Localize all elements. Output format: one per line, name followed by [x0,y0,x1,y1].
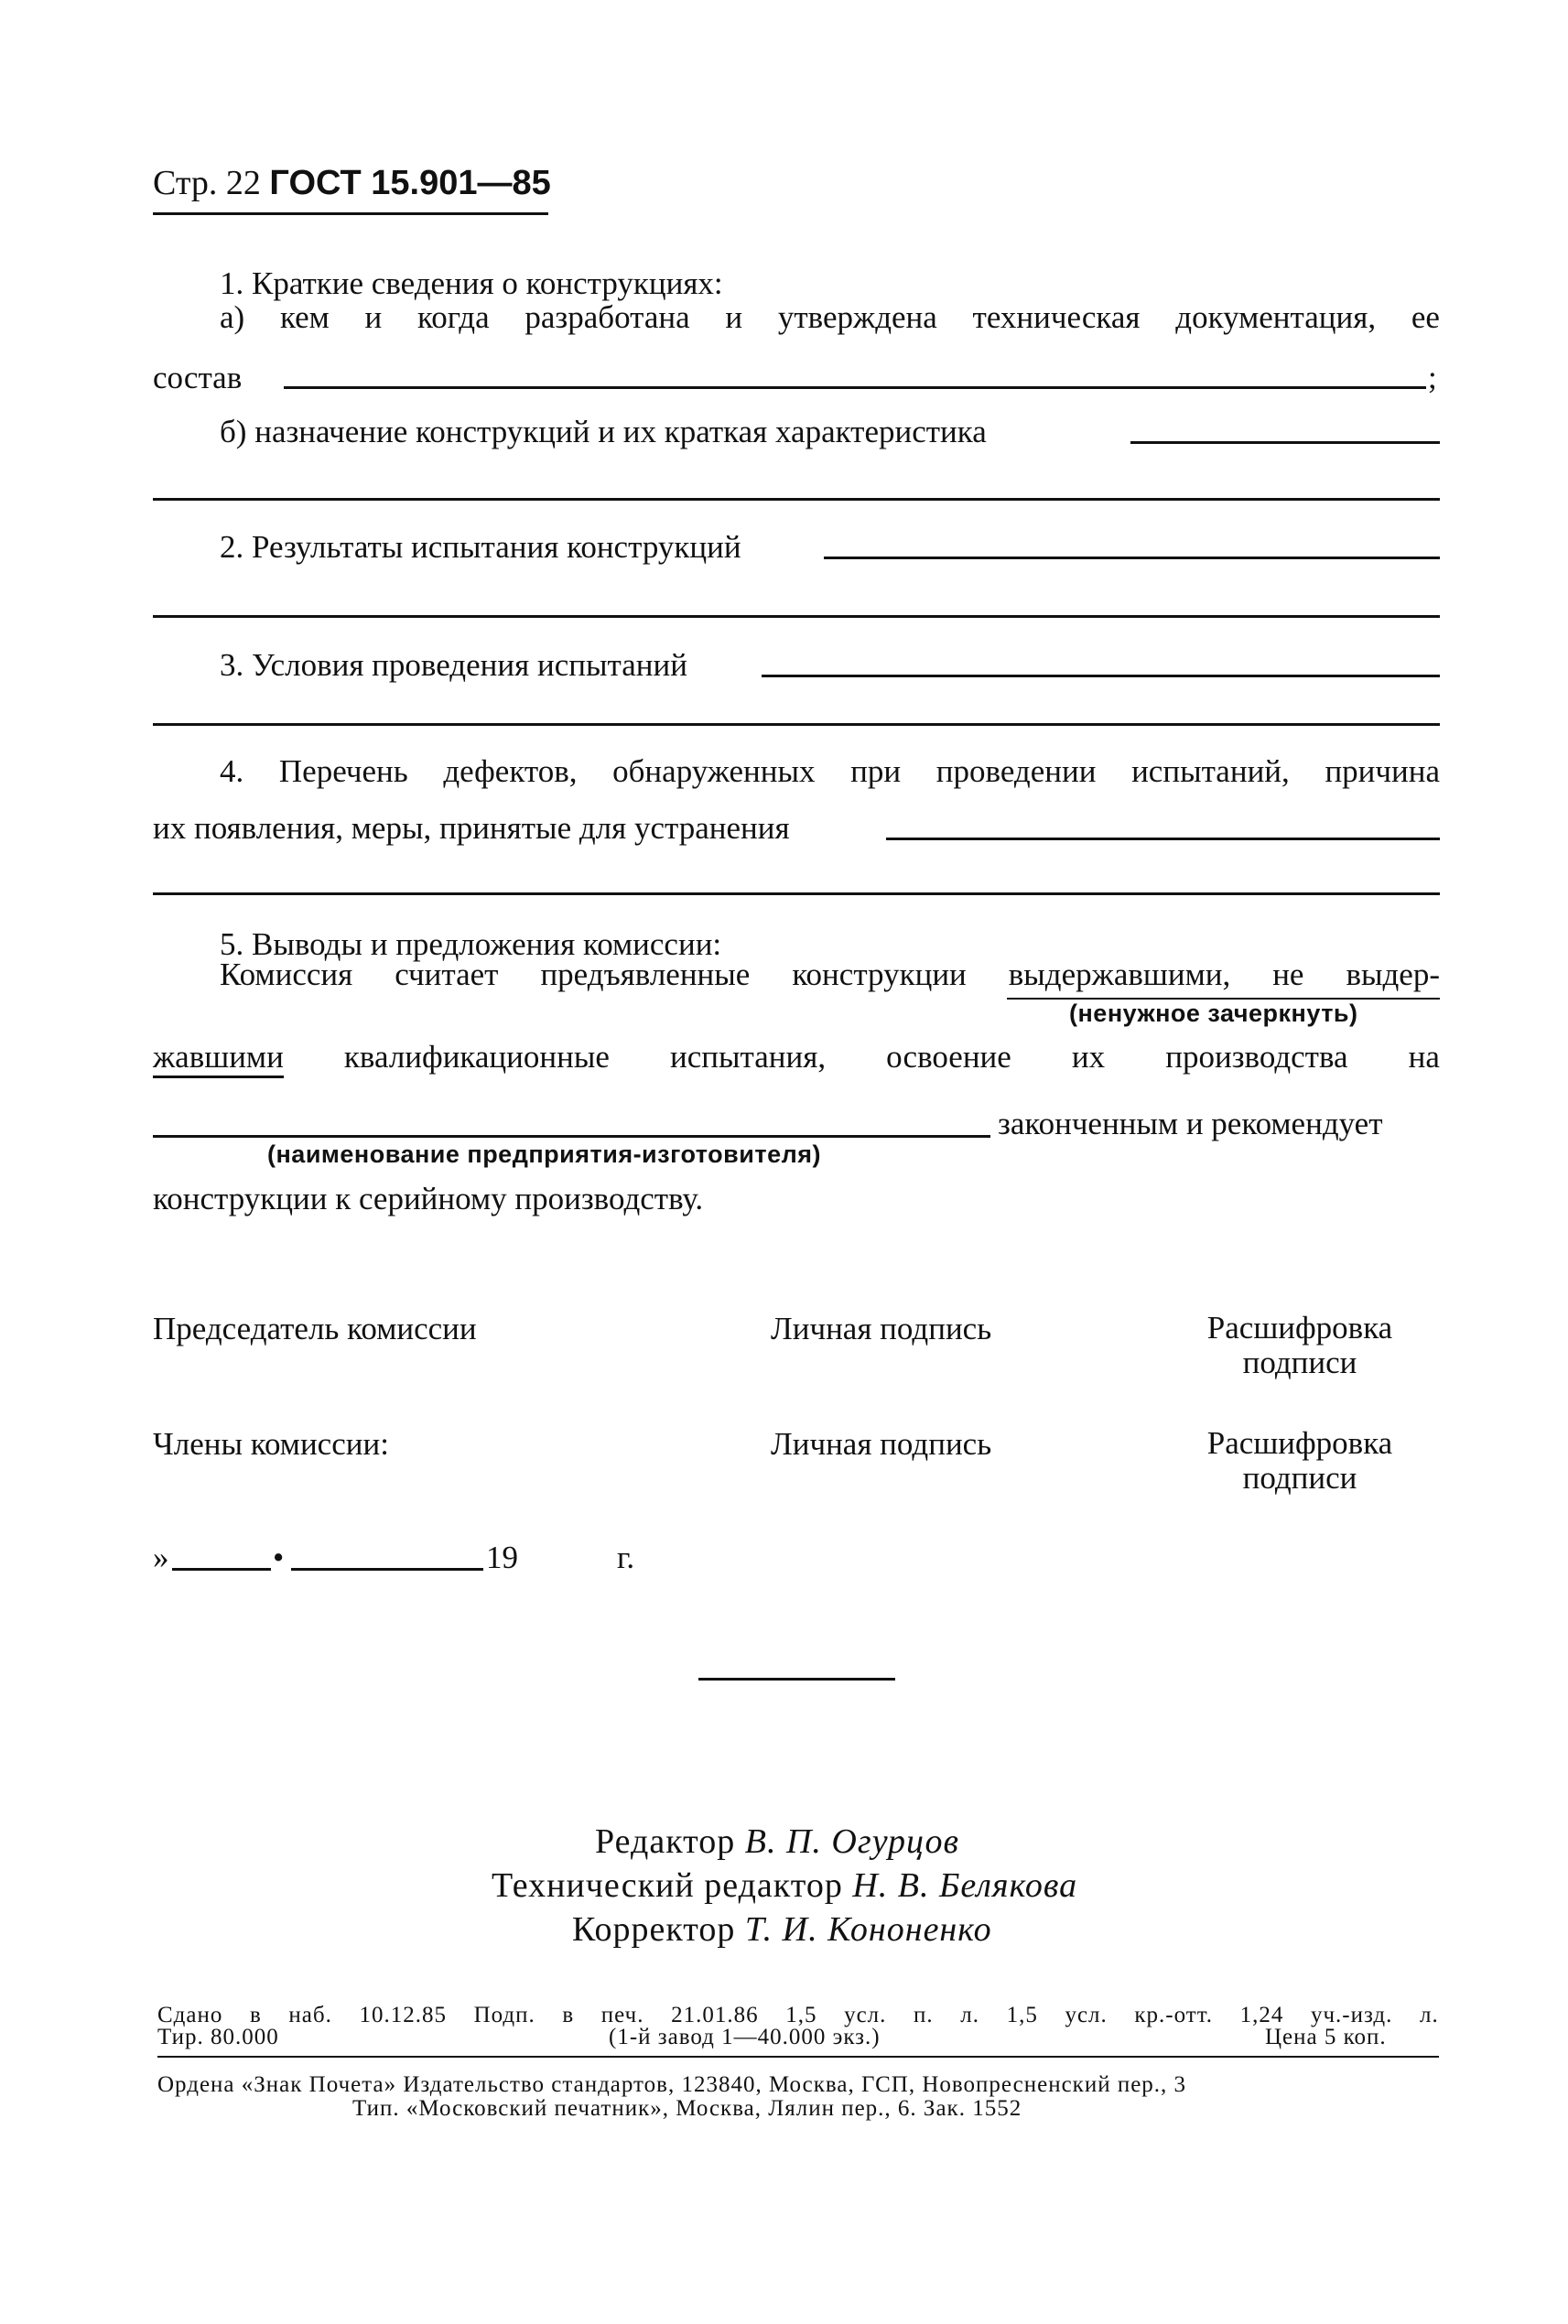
date-suffix: г. [617,1540,635,1575]
section4-word: причина [1325,753,1440,789]
date-year-blank[interactable] [526,1568,600,1571]
section5-word: не [1272,957,1304,992]
section4-word: Перечень [278,753,408,789]
section4-line1 [220,753,1440,790]
section5-title: 5. Выводы и предложения комиссии: [220,926,722,962]
section1-a-word: разработана [524,299,690,335]
imprint-word: наб. [288,2003,332,2027]
imprint-divider [157,2056,1439,2058]
imprint-printer: Тип. «Московский печатник», Москва, Лялин пер., 6. Зак. 1552 [352,2096,1022,2121]
section1-a-blank[interactable] [284,386,1426,389]
imprint-word: усл. [1065,2003,1108,2027]
section1-a-word: и [364,299,383,335]
section5-word: на [1408,1039,1440,1075]
editor-name: В. П. Огурцов [744,1822,960,1861]
section5-line1 [220,957,1440,993]
imprint-word: печ. [600,2003,644,2027]
section1-a-word: техническая [972,299,1141,335]
section1-title: 1. Краткие сведения о конструкциях: [220,265,723,301]
decode-line2: подписи [1242,1345,1357,1380]
imprint-word: 1,24 [1239,2003,1284,2027]
editor-label: Редактор [595,1822,736,1861]
imprint-print-run: Тир. 80.000 [157,2025,279,2049]
section4-blank[interactable] [886,838,1440,840]
date-open-quote: » [153,1540,169,1575]
section5-word: выдержавшими, [1008,957,1231,992]
editor-credit [595,1821,959,1862]
section5-word: квалификационные [343,1039,610,1075]
section1-a-line [220,299,1440,336]
imprint-word: Подп. [473,2003,535,2027]
section1-a-word: кем [279,299,330,335]
tech-editor-name: Н. В. Белякова [852,1866,1078,1905]
imprint-word: в [562,2003,575,2027]
section2-extra-blank[interactable] [153,615,1440,618]
imprint-publisher: Ордена «Знак Почета» Издательство стандартов, 123840, Москва, ГСП, Новопресненский пер., 3 [157,2072,1187,2097]
imprint-word: 1,5 [1006,2003,1038,2027]
section5-word: выдер- [1346,957,1440,992]
section1-a-continuation: состав [153,360,243,395]
date-year-prefix: 19 [486,1540,518,1575]
section5-word: считает [395,957,499,992]
section3-title: 3. Условия проведения испытаний [220,647,687,683]
section5-line2 [153,1039,1440,1078]
section1-a-word: и [725,299,743,335]
section1-a-word: ее [1411,299,1440,335]
tech-editor-label: Технический редактор [492,1866,843,1905]
imprint-word: Сдано [157,2003,223,2027]
imprint-word: уч.-изд. [1310,2003,1393,2027]
section4-word: дефектов, [443,753,578,789]
imprint-word: п. [914,2003,934,2027]
section1-a-word: когда [416,299,490,335]
section4-extra-blank[interactable] [153,892,1440,895]
chairman-label: Председатель комиссии [153,1311,477,1346]
imprint-word: л. [1420,2003,1439,2027]
section3-extra-blank[interactable] [153,723,1440,726]
section5-word: Комиссия [220,957,353,992]
chairman-decode-label [1195,1311,1405,1380]
imprint-word: усл. [844,2003,887,2027]
corrector-name: Т. И. Кононенко [744,1910,992,1949]
decode-line1: Расшифровка [1206,1310,1393,1346]
section5-word: производства [1165,1039,1348,1075]
section5-word: освоение [886,1039,1011,1075]
section1-b: б) назначение конструкций и их краткая характеристика [220,414,987,449]
section2-blank[interactable] [824,557,1440,559]
manufacturer-blank[interactable] [153,1135,990,1138]
section1-b-blank[interactable] [1130,441,1440,444]
date-day-blank[interactable] [172,1568,271,1571]
section5-note1: (ненужное зачеркнуть) [1069,1000,1358,1027]
section1-a-word: документация, [1175,299,1377,335]
section4-word: обнаруженных [612,753,816,789]
section5-word: их [1071,1039,1106,1075]
imprint-word: 1,5 [785,2003,817,2027]
section4-word: проведении [935,753,1097,789]
section5-line3-tail: законченным и рекомендует [998,1106,1383,1141]
section-divider [698,1678,895,1681]
section1-extra-blank[interactable] [153,498,1440,501]
decode-line1: Расшифровка [1206,1425,1393,1461]
chairman-signature-label: Личная подпись [771,1311,992,1346]
section5-word: предъявленные [540,957,751,992]
header-underline [153,212,548,215]
section4-word: 4. [220,753,244,789]
section4-word: испытаний, [1131,753,1290,789]
section3-blank[interactable] [762,675,1440,677]
section5-line4: конструкции к серийному производству. [153,1181,704,1216]
imprint-word: в [249,2003,262,2027]
members-signature-label: Личная подпись [771,1426,992,1462]
date-month-blank[interactable] [291,1568,483,1571]
members-decode-label [1195,1426,1405,1496]
date-close-quote: • [273,1540,285,1575]
section4-line2: их появления, меры, принятые для устранения [153,810,790,846]
decode-line2: подписи [1242,1460,1357,1496]
imprint-price: Цена 5 коп. [1265,2025,1387,2049]
section5-note2: (наименование предприятия-изготовителя) [267,1140,821,1168]
section5-word: испытания, [670,1039,827,1075]
section2-title: 2. Результаты испытания конструкций [220,529,741,565]
imprint-word: кр.-отт. [1134,2003,1214,2027]
page-header [153,163,551,203]
section1-a-word: а) [220,299,245,335]
corrector-credit [572,1909,992,1950]
imprint-word: 21.01.86 [671,2003,759,2027]
section1-a-semicolon: ; [1428,360,1437,395]
imprint-factory: (1-й завод 1—40.000 экз.) [609,2025,881,2049]
section1-a-word: утверждена [777,299,937,335]
corrector-label: Корректор [572,1910,736,1949]
tech-editor-credit [492,1865,1077,1906]
section5-word-underlined: жавшими [153,1039,284,1078]
imprint-word: л. [960,2003,979,2027]
section4-word: при [850,753,902,789]
page-number: Стр. 22 [153,164,261,202]
imprint-word: 10.12.85 [359,2003,447,2027]
section5-word: конструкции [792,957,967,992]
members-label: Члены комиссии: [153,1426,389,1462]
standard-number: ГОСТ 15.901—85 [269,164,551,202]
